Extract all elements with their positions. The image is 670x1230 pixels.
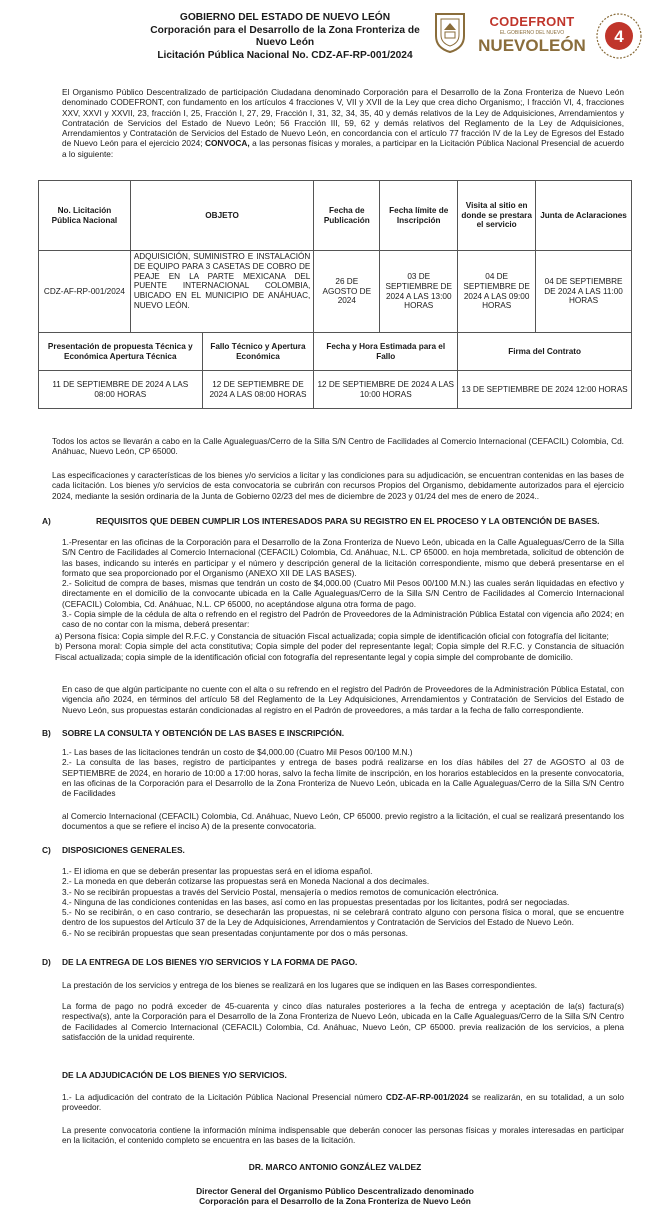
section-d-letter: D) [42,957,51,967]
intro-tail: a las personas físicas y morales, a participar en la Licitación Pública Nacional Presencial de acuerdo a lo siguiente: [62,138,624,159]
cell-deadline: 03 DE SEPTIEMBRE DE 2024 A LAS 13:00 HORAS [380,251,458,333]
intro-text: El Organismo Público Descentralizado de participación Ciudadana denominado Corporación para el Desarrollo de la Zona Fronteriza de Nuevo León denominado CODEFRONT, con fundamento en los artículos 4 fracciones V, VII y XVII de la Ley que crea dicho Organismo;, l fracción VI, 4, fracciones XXV, XXVI y XXVII, 23, fracción I, 25, Fracción I, 27, 29, Fracción I, 31, 32, 34, 35, 40 y demás relativos de la Ley de Adquisiciones, Arrendamientos y Contratación de Servicios del Estado de Nuevo León; 56 Fracción III, 59, 62 y demás relativos del Reglamento de la Ley de Adquisiciones, Arrendamientos y Contratación de Servicios del Estado de Nuevo León, en concordancia con el artículo 77 fracción IV de la Ley de Egresos del Estado de Nuevo León para el ejercicio 2024; [62,87,624,149]
col-header-site-visit: Visita al sitio en donde se prestara el servicio [458,181,536,251]
section-c-letter: C) [42,845,51,855]
section-b-title: SOBRE LA CONSULTA Y OBTENCIÓN DE LAS BASES E INSCRIPCIÓN. [62,728,345,738]
cell-ruling-date: 12 DE SEPTIEMBRE DE 2024 A LAS 10:00 HORAS [314,371,458,409]
section-b-letter: B) [42,728,51,738]
signatory-role-line1: Director General del Organismo Público Descentralizado denominado [196,1186,474,1196]
section-c-title: DISPOSICIONES GENERALES. [62,845,185,855]
col-header-ruling: Fallo Técnico y Apertura Económica [202,333,314,371]
section-e-note: La presente convocatoria contiene la información mínima indispensable que deberán conocer las personas físicas y morales interesadas en participar en la licitación, el contenido completo se encuentra en las bases de la licitación. [62,1125,624,1146]
table-row-2 [39,371,632,409]
col-header-publication: Fecha de Publicación [314,181,380,251]
cell-contract: 13 DE SEPTIEMBRE DE 2024 12:00 HORAS [458,371,632,409]
document-header [150,12,420,62]
list-item: 1.- Las bases de las licitaciones tendrán un costo de $4,000.00 (Cuatro Mil Pesos 00/100 M.N.) [62,747,413,757]
specifications-paragraph: Las especificaciones y características de los bienes y/o servicios a licitar y las condiciones para su adjudicación, se encuentran contenidas en las bases de cada licitación. Los bienes y/o servicios de esta convocatoria se cubrirán con recursos Propios del Organismo, debidamente autorizados para el ejercicio 2024, mediante la sesión ordinaria de la Junta de Gobierno 02/23 del mes de diciembre de 2023 y 01/24 del mes de enero de 2024.. [52,470,624,501]
col-header-ruling-date: Fecha y Hora Estimada para el Fallo [314,333,458,371]
section-a-letter: A) [42,516,51,526]
header-government: GOBIERNO DEL ESTADO DE NUEVO LEÓN [179,12,391,23]
badge-number: 4 [614,27,624,46]
col-header-contract: Firma del Contrato [458,333,632,371]
list-item: 1.-Presentar en las oficinas de la Corporación para el Desarrollo de la Zona Fronteriza de Nuevo León, ubicada en la Calle Agualeguas/Cerro de la Silla S/N Centro de Facilidades al Comercio Internacional (CEFACIL) Colombia, Cd. Anáhuac, N.L. CP 65000. en hoja membretada, solicitud de obtención de las bases, indicando su interés en participar y el número y descripción general de la licitación correspondiente, mismo que deberá presentarse en el formato que sea proporcionado por el Organismo (ANEXO XII DE LAS BASES). [62,537,624,578]
cell-object: ADQUISICIÓN, SUMINISTRO E INSTALACIÓN DE EQUIPO PARA 3 CASETAS DE COBRO DE PEAJE EN LA PARTE MEXICANA DEL PUENTE INTERNACIONAL COLOMBIA, UBICADO EN EL MUNICIPIO DE ANÁHUAC, NUEVO LEÓN. [130,251,314,333]
logo-tagline: EL GOBIERNO DEL NUEVO [499,30,565,36]
logo-state: NUEVOLEÓN [478,36,586,55]
section-b-items [62,747,624,798]
section-a-persons [55,631,624,662]
cell-proposals: 11 DE SEPTIEMBRE DE 2024 A LAS 08:00 HORAS [39,371,203,409]
tender-schedule-table [38,180,632,409]
intro-paragraph [62,87,624,159]
col-header-deadline: Fecha límite de Inscripción [380,181,458,251]
cell-publication: 26 DE AGOSTO DE 2024 [314,251,380,333]
signatory-role [140,1186,530,1207]
section-b-continued: al Comercio Internacional (CEFACIL) Colombia, Cd. Anáhuac, Nuevo León, CP 65000. previo registro a la licitación, el cual se realizará presentando los documentos a que se refiere el inciso A) de la presente convocatoria. [62,811,624,832]
header-corporation: Corporación para el Desarrollo de la Zona Fronteriza de [150,24,420,36]
section-c-items [62,866,624,938]
award-tail: se realizarán, en su totalidad, a un solo proveedor. [62,1092,625,1113]
header-tender-number: Licitación Pública Nacional No. CDZ-AF-RP-001/2024 [157,49,413,61]
cell-ruling: 12 DE SEPTIEMBRE DE 2024 A LAS 08:00 HORAS [202,371,314,409]
section-e-award [62,1092,624,1113]
award-text: 1.- La adjudicación del contrato de la Licitación Pública Nacional Presencial número [62,1092,383,1102]
state-crest-icon [433,10,467,54]
list-item: 2.- La consulta de las bases, registro de participantes y entrega de bases podrá realizarse en los días hábiles del 27 de AGOSTO al 03 de SEPTIEMBRE de 2024, en horario de 10:00 a 17:00 horas, salvo la fecha límite de inscripción, en los horarios establecidos en la presente convocatoria, en las oficinas de la Corporación para el Desarrollo de la Zona Fronteriza de Nuevo León, ubicada en la Calle Agualeguas/Cerro de la Silla S/N Centro de Facilidades [62,757,624,799]
section-a-note: En caso de que algún participante no cuente con el alta o su refrendo en el registro del Padrón de Proveedores de la Administración Pública Estatal, con vigencia año 2024, en términos del artículo 58 del Reglamento de la Ley Adquisiciones, Arrendamientos y Contratación de Servicios del Estado de Nuevo León, sus propuestas estarán condicionadas al registro en el Padrón de proveedores, a más tardar a la fecha de fallo correspondiente. [62,684,624,715]
col-header-clarifications: Junta de Aclaraciones [536,181,632,251]
logo-name: CODEFRONT [489,14,575,29]
table-header-row-2 [39,333,632,371]
col-header-object: OBJETO [130,181,314,251]
intro-convoca: CONVOCA, [204,138,250,149]
header-corporation-cont: Nuevo León [255,37,315,48]
section-d-delivery: La prestación de los servicios y entrega de los bienes se realizará en los lugares que se indiquen en las Bases correspondientes. [62,980,538,990]
section-d-payment: La forma de pago no podrá exceder de 45-cuarenta y cinco días naturales posteriores a la fecha de entrega y aceptación de la(s) factura(s) respectiva(s), ante la Corporación para el Desarrollo de la Zona Fronteriza de Nuevo León, ubicada en la Calle Agualeguas/Cerro de la Silla S/N Centro de Facilidades al Comercio Internacional (CEFACIL) Colombia, Cd. Anáhuac, Nuevo León, CP 65000. previa realización de los servicios, a plena satisfacción de la unidad requirente. [62,1001,624,1042]
section-a-items [62,537,624,630]
col-header-proposals: Presentación de propuesta Técnica y Económica Apertura Técnica [39,333,203,371]
puerto-colombia-badge-icon [595,12,643,60]
list-item: 5.- No se recibirán, o en caso contrario, se desecharán las propuestas, ni se celebrará contrato alguno con persona física o moral, que se encuentre dentro de los supuestos del Artículo 37 de la Ley de Adquisiciones, Arrendamientos y Contratación de Servicios del Estado de Nuevo León. [62,907,624,928]
list-item: a) Persona física: Copia simple del R.F.C. y Constancia de situación Fiscal actualizada; copia simple de identificación oficial con fotografía del licitante; [55,631,609,641]
list-item: 6.- No se recibirán propuestas que sean presentadas conjuntamente por dos o más personas. [62,927,408,938]
table-row [39,251,632,333]
acts-location-paragraph: Todos los actos se llevarán a cabo en la Calle Agualeguas/Cerro de la Silla S/N Centro de Facilidades al Comercio Internacional (CEFACIL) Colombia, Cd. Anáhuac, Nuevo León, CP 65000. [52,436,624,457]
section-a-title: REQUISITOS QUE DEBEN CUMPLIR LOS INTERESADOS PARA SU REGISTRO EN EL PROCESO Y LA OBTENCIÓN DE BASES. [96,516,600,526]
list-item: b) Persona moral: Copia simple del acta constitutiva; Copia simple del poder del representante legal; Copia simple del R.F.C. y Constancia de situación Fiscal actualizada; copia simple de la identificación oficial con fotografía del representante legal y copia simple del comprobante de domicilio. [55,641,624,662]
signatory-role-line2: Corporación para el Desarrollo de la Zona Fronteriza de Nuevo León [199,1196,471,1207]
list-item: 3.- Copia simple de la cédula de alta o refrendo en el registro del Padrón de Proveedores de la Administración Pública Estatal con vigencia año 2024; en caso de no contar con la misma, deberá presentar: [62,609,624,630]
codefront-logo [472,14,592,55]
table-header-row [39,181,632,251]
col-header-number: No. Licitación Pública Nacional [39,181,131,251]
list-item: 1.- El idioma en que se deberán presentar las propuestas será en el idioma español. [62,866,373,876]
list-item: 3.- No se recibirán propuestas a través del Servicio Postal, mensajería o medios remotos de comunicación electrónica. [62,886,499,897]
cell-clarifications: 04 DE SEPTIEMBRE DE 2024 A LAS 11:00 HORAS [536,251,632,333]
section-d-title: DE LA ENTREGA DE LOS BIENES Y/O SERVICIOS Y LA FORMA DE PAGO. [62,957,358,967]
cell-number: CDZ-AF-RP-001/2024 [39,251,131,333]
cell-site-visit: 04 DE SEPTIEMBRE DE 2024 A LAS 09:00 HORAS [458,251,536,333]
award-tender-number: CDZ-AF-RP-001/2024 [385,1092,469,1102]
list-item: 2.- Solicitud de compra de bases, mismas que tendrán un costo de $4,000.00 (Cuatro Mil Pesos 00/100 M.N.) las cuales serán liquidadas en efectivo y directamente en el domicilio de la convocante ubicada en la Calle Agualeguas/Cerro de la Silla S/N Centro de Facilidades al Comercio Internacional (CEFACIL) Colombia, Cd. Anáhuac, N.L. CP 65000, no aceptándose alguna otra forma de pago. [62,578,624,609]
list-item: 2.- La moneda en que deberán cotizarse las propuestas será en Moneda Nacional a dos decimales. [62,876,430,887]
list-item: 4.- Ninguna de las condiciones contenidas en las bases, así como en las propuestas presentadas por los licitantes, podrá ser negociadas. [62,896,570,907]
signatory-name: DR. MARCO ANTONIO GONZÁLEZ VALDEZ [248,1162,422,1172]
section-e-title: DE LA ADJUDICACIÓN DE LOS BIENES Y/O SERVICIOS. [62,1070,287,1080]
